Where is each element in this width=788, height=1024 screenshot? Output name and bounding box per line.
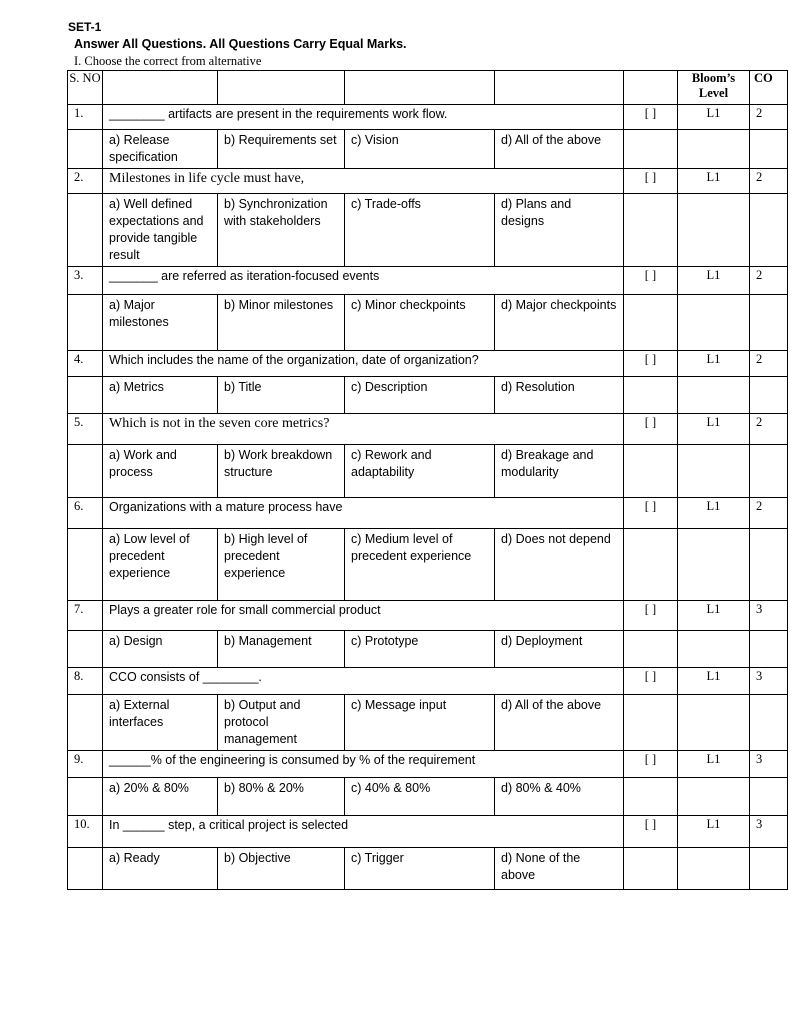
question-number: 5. [68, 414, 103, 445]
question-number: 10. [68, 816, 103, 848]
question-text: Which is not in the seven core metrics? [103, 414, 624, 445]
option-d: d) 80% & 40% [495, 778, 624, 816]
answer-bracket: [ ] [624, 267, 678, 295]
answer-bracket: [ ] [624, 668, 678, 695]
option-b: b) Minor milestones [218, 295, 345, 351]
blooms-level: L1 [678, 668, 750, 695]
question-text: Organizations with a mature process have [103, 498, 624, 529]
answer-bracket: [ ] [624, 105, 678, 130]
option-d: d) Breakage and modularity [495, 445, 624, 498]
options-row [68, 377, 788, 414]
question-row [68, 169, 788, 194]
option-c: c) Message input [345, 695, 495, 751]
option-a: a) Design [103, 631, 218, 668]
question-row [68, 267, 788, 295]
option-d: d) None of the above [495, 848, 624, 890]
blooms-level: L1 [678, 267, 750, 295]
blooms-level: L1 [678, 105, 750, 130]
course-outcome: 2 [750, 351, 788, 377]
question-text: ________ artifacts are present in the requirements work flow. [103, 105, 624, 130]
answer-bracket: [ ] [624, 751, 678, 778]
section-heading: I. Choose the correct from alternative [74, 54, 262, 68]
question-row [68, 105, 788, 130]
option-a: a) External interfaces [103, 695, 218, 751]
course-outcome: 2 [750, 169, 788, 194]
header-row [68, 71, 788, 105]
options-row [68, 695, 788, 751]
option-b: b) Work breakdown structure [218, 445, 345, 498]
option-d: d) All of the above [495, 695, 624, 751]
option-b: b) High level of precedent experience [218, 529, 345, 601]
question-number: 8. [68, 668, 103, 695]
options-row [68, 295, 788, 351]
question-number: 2. [68, 169, 103, 194]
question-row [68, 351, 788, 377]
sno-header: S. NO [68, 71, 103, 105]
options-row [68, 194, 788, 267]
course-outcome: 2 [750, 498, 788, 529]
blooms-level: L1 [678, 169, 750, 194]
course-outcome: 3 [750, 816, 788, 848]
options-row [68, 778, 788, 816]
question-text: CCO consists of ________. [103, 668, 624, 695]
answer-bracket: [ ] [624, 351, 678, 377]
question-text: ______% of the engineering is consumed by % of the requirement [103, 751, 624, 778]
question-text: In ______ step, a critical project is selected [103, 816, 624, 848]
blooms-level-header: Bloom’s Level [678, 71, 750, 105]
option-c: c) Minor checkpoints [345, 295, 495, 351]
option-b: b) Output and protocol management [218, 695, 345, 751]
question-text: Plays a greater role for small commercial product [103, 601, 624, 631]
question-text: _______ are referred as iteration-focused events [103, 267, 624, 295]
question-text: Which includes the name of the organization, date of organization? [103, 351, 624, 377]
options-row [68, 631, 788, 668]
question-row [68, 816, 788, 848]
co-header: CO [750, 71, 788, 105]
option-c: c) Trigger [345, 848, 495, 890]
blooms-level: L1 [678, 751, 750, 778]
course-outcome: 3 [750, 751, 788, 778]
question-table [67, 70, 788, 890]
question-number: 3. [68, 267, 103, 295]
option-c: c) Trade-offs [345, 194, 495, 267]
answer-bracket: [ ] [624, 169, 678, 194]
option-b: b) Synchronization with stakeholders [218, 194, 345, 267]
blooms-level: L1 [678, 498, 750, 529]
option-a: a) Well defined expectations and provide tangible result [103, 194, 218, 267]
answer-bracket: [ ] [624, 498, 678, 529]
options-row [68, 130, 788, 169]
option-d: d) Resolution [495, 377, 624, 414]
options-row [68, 445, 788, 498]
instruction-line: Answer All Questions. All Questions Carry Equal Marks. [74, 37, 407, 51]
blooms-level: L1 [678, 351, 750, 377]
option-a: a) Metrics [103, 377, 218, 414]
question-row [68, 601, 788, 631]
option-b: b) 80% & 20% [218, 778, 345, 816]
option-c: c) 40% & 80% [345, 778, 495, 816]
option-d: d) Does not depend [495, 529, 624, 601]
option-b: b) Title [218, 377, 345, 414]
question-row [68, 751, 788, 778]
option-b: b) Management [218, 631, 345, 668]
course-outcome: 2 [750, 414, 788, 445]
option-d: d) All of the above [495, 130, 624, 169]
option-a: a) 20% & 80% [103, 778, 218, 816]
option-a: a) Low level of precedent experience [103, 529, 218, 601]
question-row [68, 668, 788, 695]
option-b: b) Requirements set [218, 130, 345, 169]
option-a: a) Work and process [103, 445, 218, 498]
course-outcome: 3 [750, 601, 788, 631]
option-b: b) Objective [218, 848, 345, 890]
course-outcome: 2 [750, 267, 788, 295]
option-a: a) Major milestones [103, 295, 218, 351]
question-number: 7. [68, 601, 103, 631]
option-a: a) Release specification [103, 130, 218, 169]
option-a: a) Ready [103, 848, 218, 890]
option-c: c) Medium level of precedent experience [345, 529, 495, 601]
options-row [68, 529, 788, 601]
answer-bracket: [ ] [624, 601, 678, 631]
answer-bracket: [ ] [624, 414, 678, 445]
question-row [68, 414, 788, 445]
option-c: c) Vision [345, 130, 495, 169]
set-label: SET-1 [68, 20, 102, 34]
options-row [68, 848, 788, 890]
option-d: d) Major checkpoints [495, 295, 624, 351]
blooms-level: L1 [678, 601, 750, 631]
option-c: c) Rework and adaptability [345, 445, 495, 498]
blooms-level: L1 [678, 816, 750, 848]
answer-bracket: [ ] [624, 816, 678, 848]
option-d: d) Deployment [495, 631, 624, 668]
question-number: 1. [68, 105, 103, 130]
question-number: 9. [68, 751, 103, 778]
option-c: c) Description [345, 377, 495, 414]
question-number: 6. [68, 498, 103, 529]
question-text: Milestones in life cycle must have, [103, 169, 624, 194]
option-d: d) Plans and designs [495, 194, 624, 267]
option-c: c) Prototype [345, 631, 495, 668]
question-number: 4. [68, 351, 103, 377]
course-outcome: 2 [750, 105, 788, 130]
blooms-level: L1 [678, 414, 750, 445]
question-row [68, 498, 788, 529]
course-outcome: 3 [750, 668, 788, 695]
